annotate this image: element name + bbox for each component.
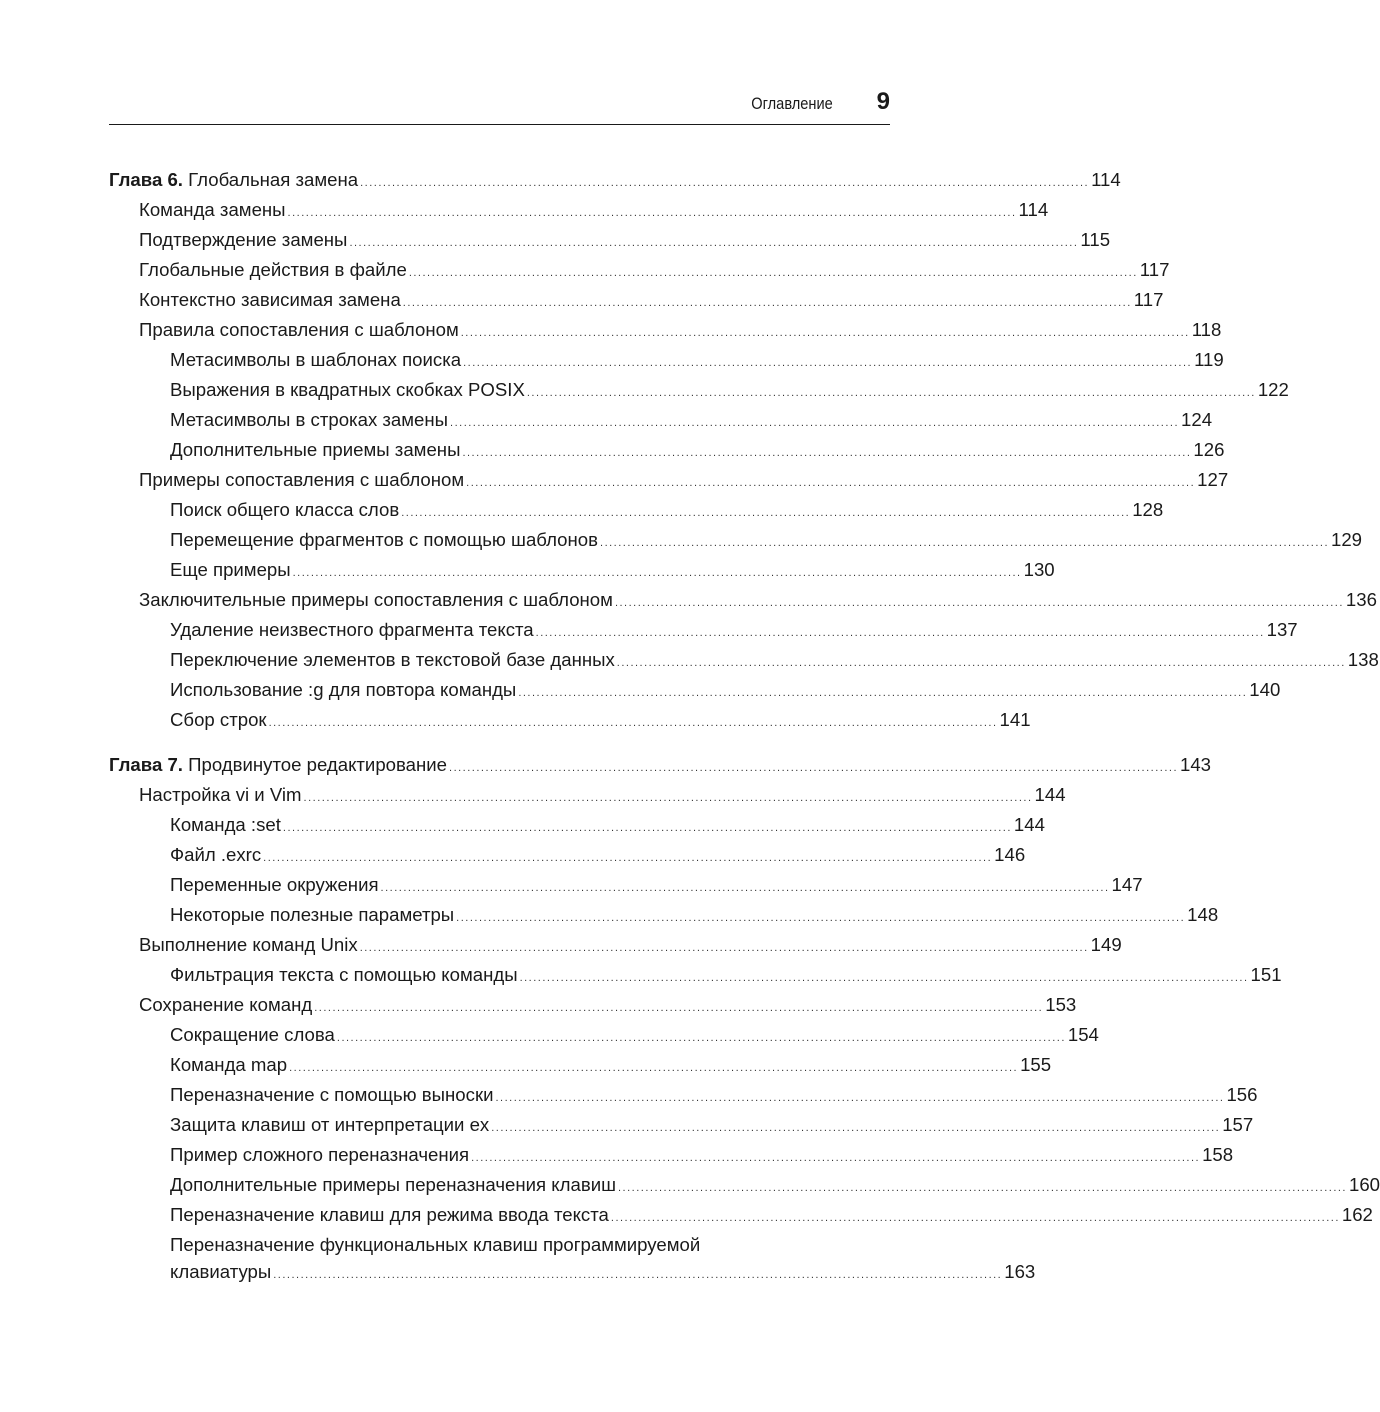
toc-entry[interactable] [139, 285, 1164, 315]
toc-entry-title: Выполнение команд Unix [139, 934, 358, 955]
toc-page-number: 140 [1249, 679, 1281, 700]
toc-page-number: 146 [994, 844, 1026, 865]
dot-leader: ................................................................................................................................................................ [600, 537, 1329, 549]
toc-page-number: 160 [1348, 1174, 1380, 1195]
toc-entry[interactable] [170, 1020, 1099, 1050]
toc-entry-title: Переключение элементов в текстовой базе данных [170, 649, 615, 670]
dot-leader: ................................................................................................................................................................ [616, 657, 1346, 669]
chapter-title: Продвинутое редактирование [188, 754, 448, 775]
toc-page-number: 114 [1091, 169, 1121, 190]
dot-leader: ................................................................................................................................................................ [303, 792, 1033, 804]
toc-entry-title: Заключительные примеры сопоставления с шаблоном [139, 589, 613, 610]
toc-page-number: 156 [1226, 1084, 1258, 1105]
toc-page-number: 117 [1139, 259, 1170, 280]
toc-entry[interactable] [139, 990, 1077, 1020]
toc-entry-title-line1: Переназначение функциональных клавиш программируемой [170, 1234, 701, 1255]
dot-leader: ................................................................................................................................................................ [360, 177, 1090, 189]
toc-entry-title: Метасимволы в шаблонах поиска [170, 349, 462, 370]
toc-entry-title: Дополнительные приемы замены [170, 439, 461, 460]
toc-page-number: 141 [999, 709, 1031, 730]
toc-page-number: 114 [1018, 199, 1049, 220]
dot-leader: ................................................................................................................................................................ [263, 852, 993, 864]
toc-page-number: 153 [1045, 994, 1077, 1015]
toc-entry[interactable] [170, 870, 1143, 900]
page-number: 9 [876, 88, 890, 115]
toc-page-number: 118 [1191, 319, 1222, 340]
toc-page-number: 162 [1341, 1204, 1373, 1225]
toc-entry-title: Выражения в квадратных скобках POSIX [170, 379, 525, 400]
toc-page-number: 117 [1133, 289, 1164, 310]
dot-leader: ................................................................................................................................................................ [402, 297, 1132, 309]
toc-entry[interactable] [170, 1170, 1380, 1200]
dot-leader: ................................................................................................................................................................ [336, 1032, 1066, 1044]
toc-page-number: 148 [1187, 904, 1219, 925]
dot-leader: ................................................................................................................................................................ [450, 417, 1180, 429]
toc-entry-title: Контекстно зависимая замена [139, 289, 401, 310]
toc-page-number: 130 [1023, 559, 1055, 580]
dot-leader: ................................................................................................................................................................ [456, 912, 1186, 924]
dot-leader: ................................................................................................................................................................ [518, 687, 1248, 699]
toc-entry[interactable] [170, 435, 1225, 465]
toc-entry[interactable] [170, 1200, 1373, 1230]
toc-page-number: 151 [1250, 964, 1282, 985]
toc-chapter-6[interactable] [109, 165, 1121, 195]
toc-page-number: 155 [1020, 1054, 1052, 1075]
toc-entry[interactable] [170, 555, 1055, 585]
toc-page-number: 158 [1202, 1144, 1234, 1165]
dot-leader: ................................................................................................................................................................ [535, 627, 1265, 639]
toc-page-number: 128 [1132, 499, 1164, 520]
toc-entry-title: Переназначение клавиш для режима ввода текста [170, 1204, 609, 1225]
dot-leader: ................................................................................................................................................................ [449, 762, 1178, 774]
dot-leader: ................................................................................................................................................................ [462, 447, 1192, 459]
toc-entry[interactable] [139, 585, 1377, 615]
toc-page-number: 136 [1345, 589, 1377, 610]
toc-entry[interactable] [139, 930, 1122, 960]
dot-leader: ................................................................................................................................................................ [349, 237, 1079, 249]
dot-leader: ................................................................................................................................................................ [614, 597, 1344, 609]
toc-page-number: 126 [1193, 439, 1225, 460]
toc-entry-title: Команда map [170, 1054, 288, 1075]
toc-entry-title: Защита клавиш от интерпретации ex [170, 1114, 490, 1135]
toc-entry[interactable] [170, 1110, 1254, 1140]
toc-entry-title: Переменные окружения [170, 874, 379, 895]
toc-entry[interactable] [170, 405, 1213, 435]
dot-leader: ................................................................................................................................................................ [380, 882, 1110, 894]
toc-entry-title: Сбор строк [170, 709, 267, 730]
dot-leader: ................................................................................................................................................................ [495, 1092, 1225, 1104]
chapter-label: Глава 7. [109, 754, 183, 775]
toc-page-number: 144 [1034, 784, 1066, 805]
toc-page-number: 138 [1347, 649, 1379, 670]
dot-leader: ................................................................................................................................................................ [519, 972, 1249, 984]
toc-entry[interactable] [139, 255, 1170, 285]
dot-leader: ................................................................................................................................................................ [463, 357, 1193, 369]
chapter-title: Глобальная замена [188, 169, 359, 190]
toc-entry[interactable] [170, 345, 1224, 375]
toc-entry[interactable] [139, 225, 1111, 255]
toc-entry-title: Перемещение фрагментов с помощью шаблонов [170, 529, 599, 550]
toc-entry-title: клавиатуры [170, 1261, 272, 1282]
toc-entry[interactable] [170, 675, 1281, 705]
dot-leader: ................................................................................................................................................................ [359, 942, 1089, 954]
toc-page-number: 143 [1180, 754, 1212, 775]
dot-leader: ................................................................................................................................................................ [289, 1062, 1019, 1074]
toc-entry-title: Переназначение с помощью выноски [170, 1084, 494, 1105]
toc-entry[interactable] [170, 615, 1298, 645]
running-header-section: Оглавление [751, 94, 833, 113]
toc-entry[interactable] [170, 960, 1282, 990]
dot-leader: ................................................................................................................................................................ [408, 267, 1138, 279]
toc-entry-title: Команда :set [170, 814, 281, 835]
toc-entry-title: Фильтрация текста с помощью команды [170, 964, 518, 985]
toc-entry[interactable] [170, 645, 1379, 675]
dot-leader: ................................................................................................................................................................ [282, 822, 1012, 834]
toc-entry[interactable] [139, 465, 1229, 495]
toc-entry-title: Пример сложного переназначения [170, 1144, 470, 1165]
toc-entry[interactable] [170, 495, 1164, 525]
toc-entry[interactable] [139, 780, 1066, 810]
toc-page-number: 163 [1004, 1261, 1036, 1282]
toc-entry-title: Поиск общего класса слов [170, 499, 400, 520]
toc-entry-title: Сохранение команд [139, 994, 313, 1015]
dot-leader: ................................................................................................................................................................ [401, 507, 1131, 519]
toc-page-number: 147 [1111, 874, 1143, 895]
toc-entry[interactable] [139, 195, 1049, 225]
toc-entry[interactable] [170, 1080, 1258, 1110]
dot-leader: ................................................................................................................................................................ [460, 327, 1190, 339]
toc-entry[interactable] [170, 900, 1219, 930]
toc-page-number: 115 [1080, 229, 1111, 250]
toc-page-number: 137 [1266, 619, 1298, 640]
toc-entry-title: Файл .exrc [170, 844, 262, 865]
toc-entry-title: Команда замены [139, 199, 286, 220]
toc-page-number: 119 [1194, 349, 1224, 370]
running-header [109, 88, 890, 125]
toc-entry[interactable] [170, 1257, 1036, 1287]
toc-entry-title: Использование :g для повтора команды [170, 679, 517, 700]
dot-leader: ................................................................................................................................................................ [314, 1002, 1044, 1014]
toc-entry-title: Настройка vi и Vim [139, 784, 302, 805]
toc-page-number: 127 [1197, 469, 1229, 490]
dot-leader: ................................................................................................................................................................ [273, 1269, 1003, 1281]
toc-page-number: 124 [1181, 409, 1213, 430]
chapter-label: Глава 6. [109, 169, 183, 190]
toc-page-number: 149 [1090, 934, 1122, 955]
toc-page-number: 122 [1257, 379, 1289, 400]
dot-leader: ................................................................................................................................................................ [526, 387, 1256, 399]
toc-entry[interactable] [170, 810, 1045, 840]
dot-leader: ................................................................................................................................................................ [268, 717, 998, 729]
toc-entry-title: Правила сопоставления с шаблоном [139, 319, 459, 340]
toc-entry[interactable] [139, 315, 1222, 345]
dot-leader: ................................................................................................................................................................ [618, 1182, 1347, 1194]
toc-chapter-7[interactable] [109, 750, 1212, 780]
dot-leader: ................................................................................................................................................................ [292, 567, 1022, 579]
dot-leader: ................................................................................................................................................................ [471, 1152, 1201, 1164]
toc-entry-title: Дополнительные примеры переназначения клавиш [170, 1174, 616, 1195]
toc-entry-title: Еще примеры [170, 559, 291, 580]
toc-entry[interactable] [170, 705, 1031, 735]
toc-entry-title: Глобальные действия в файле [139, 259, 407, 280]
toc-entry-title: Метасимволы в строках замены [170, 409, 449, 430]
dot-leader: ................................................................................................................................................................ [466, 477, 1196, 489]
toc-page-number: 157 [1222, 1114, 1254, 1135]
toc-entry-title: Примеры сопоставления с шаблоном [139, 469, 465, 490]
toc-entry[interactable] [170, 840, 1026, 870]
toc-entry-title: Удаление неизвестного фрагмента текста [170, 619, 534, 640]
toc-entry[interactable] [170, 375, 1289, 405]
toc-page-number: 154 [1067, 1024, 1099, 1045]
dot-leader: ................................................................................................................................................................ [491, 1122, 1221, 1134]
dot-leader: ................................................................................................................................................................ [287, 207, 1017, 219]
toc-entry-title: Некоторые полезные параметры [170, 904, 455, 925]
toc-page-number: 129 [1331, 529, 1363, 550]
toc-page-number: 144 [1013, 814, 1045, 835]
toc-entry[interactable] [170, 1140, 1234, 1170]
toc-entry-title: Подтверждение замены [139, 229, 348, 250]
toc-entry[interactable] [170, 1050, 1052, 1080]
toc-entry[interactable] [170, 525, 1363, 555]
toc-entry-title: Сокращение слова [170, 1024, 335, 1045]
dot-leader: ................................................................................................................................................................ [610, 1212, 1340, 1224]
